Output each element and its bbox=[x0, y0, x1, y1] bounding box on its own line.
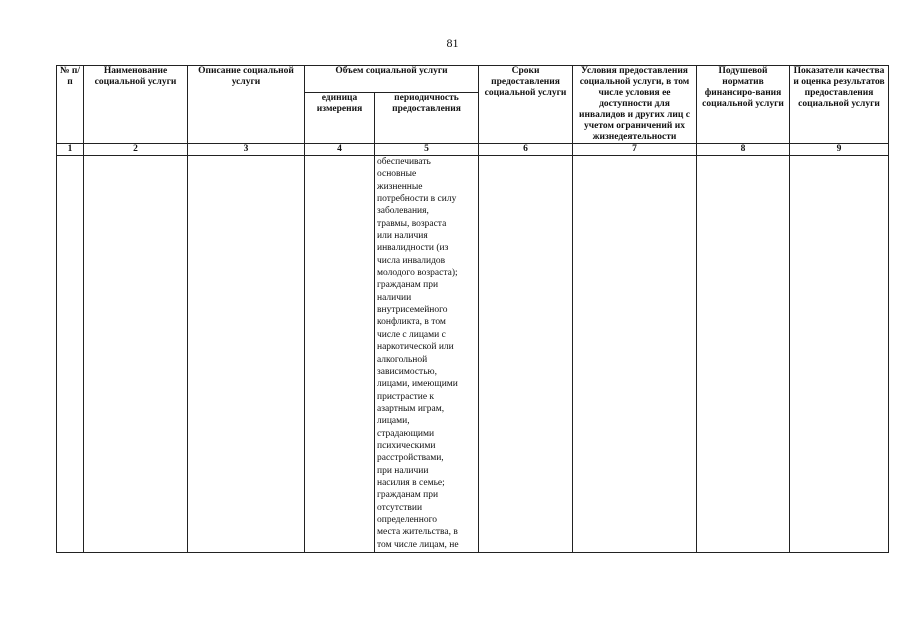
header-volume-group: Объем социальной услуги bbox=[305, 66, 479, 93]
header-row-1 bbox=[57, 66, 889, 93]
column-number: 3 bbox=[188, 144, 305, 156]
column-number: 9 bbox=[790, 144, 889, 156]
social-services-table bbox=[56, 65, 889, 553]
page-number: 81 bbox=[446, 36, 459, 50]
column-number: 6 bbox=[479, 144, 573, 156]
header-col-1: № п/п bbox=[57, 66, 84, 144]
header-col-9: Показатели качества и оценка результатов предоставления социальной услуги bbox=[790, 66, 889, 144]
table-row bbox=[57, 156, 889, 553]
header-col-4: единица измерения bbox=[305, 92, 375, 143]
cell-col-4 bbox=[305, 156, 375, 553]
header-col-8: Подушевой норматив финансиро-вания социальной услуги bbox=[697, 66, 790, 144]
column-number: 4 bbox=[305, 144, 375, 156]
header-col-5: периодичность предоставления bbox=[375, 92, 479, 143]
cell-col-3 bbox=[188, 156, 305, 553]
cell-col-8 bbox=[697, 156, 790, 553]
header-col-6: Сроки предоставления социальной услуги bbox=[479, 66, 573, 144]
header-col-2: Наименование социальной услуги bbox=[84, 66, 188, 144]
header-col-3: Описание социальной услуги bbox=[188, 66, 305, 144]
column-number: 8 bbox=[697, 144, 790, 156]
cell-col-9 bbox=[790, 156, 889, 553]
cell-col-2 bbox=[84, 156, 188, 553]
cell-col-6 bbox=[479, 156, 573, 553]
cell-col-5-text: обеспечивать основные жизненные потребности в силу заболевания, травмы, возраста или наличия инвалидности (из числа инвалидов молодого возраста); гражданам при наличии внутрисемейного конфликта, в том числе с лицами с наркотической или алкогольной зависимостью, лицами, имеющими пристрастие к азартным играм, лицами, страдающими психическими расстройствами, при наличии насилия в семье; гражданам при отсутствии определенного места жительства, в том числе лицам, не bbox=[375, 156, 479, 553]
header-col-7: Условия предоставления социальной услуги, в том числе условия ее доступности для инвалидов и других лиц с учетом ограничений их жизнедеятельности bbox=[573, 66, 697, 144]
cell-col-7 bbox=[573, 156, 697, 553]
cell-col-1 bbox=[57, 156, 84, 553]
column-number-row bbox=[57, 144, 889, 156]
column-number: 1 bbox=[57, 144, 84, 156]
column-number: 5 bbox=[375, 144, 479, 156]
column-number: 7 bbox=[573, 144, 697, 156]
column-number: 2 bbox=[84, 144, 188, 156]
